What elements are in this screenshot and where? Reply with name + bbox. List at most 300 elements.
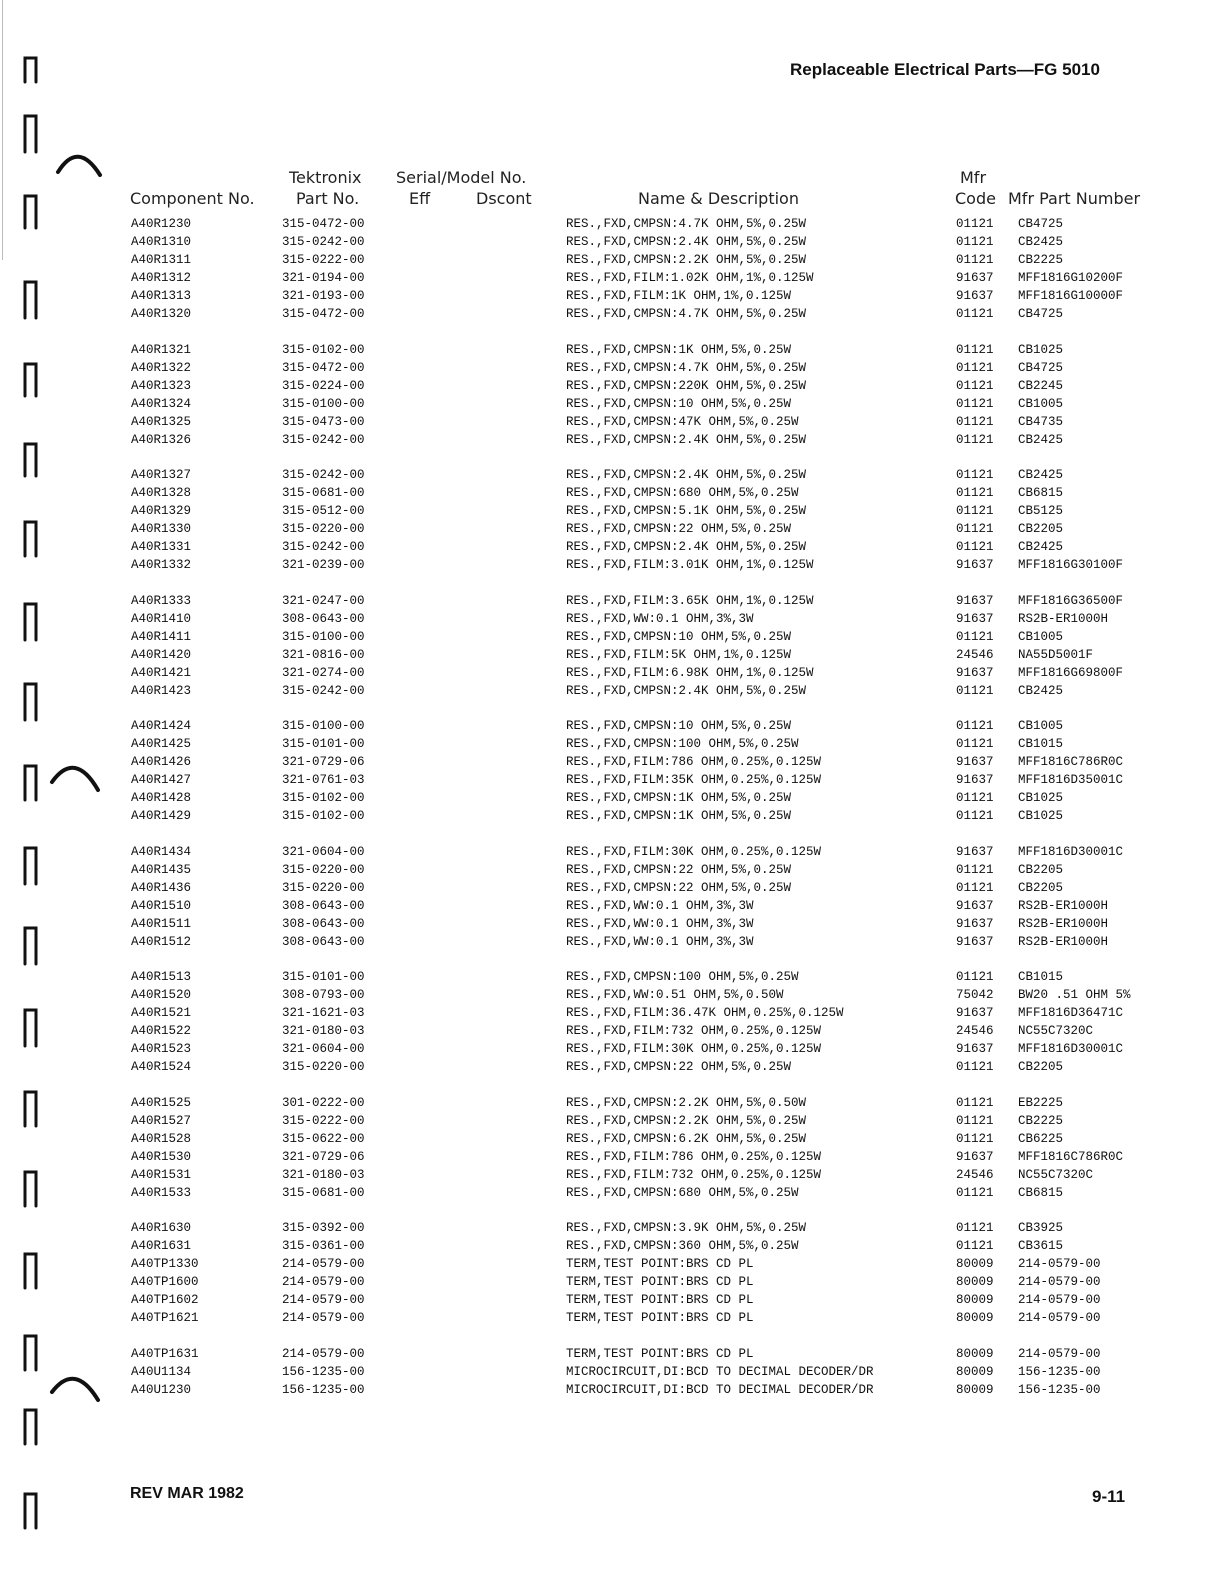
table-row (0, 1094, 1213, 1112)
mfr-part-number-cell: MFF1816D30001C (1018, 844, 1124, 859)
part-no-cell: 308-0643-00 (282, 898, 365, 913)
component-no-cell: A40R1427 (131, 773, 192, 787)
table-row (0, 1381, 1213, 1399)
table-row (0, 861, 1213, 879)
component-no-cell: A40R1429 (131, 809, 192, 823)
mfr-code-cell: 24546 (956, 1167, 994, 1182)
component-no-cell: A40R1328 (131, 486, 192, 500)
component-no-cell: A40R1326 (131, 432, 192, 447)
mfr-code-cell: 01121 (956, 468, 994, 482)
description-cell: RES.,FXD,CMPSN:10 OHM,5%,0.25W (566, 719, 792, 733)
table-row (0, 431, 1213, 449)
component-no-cell: A40R1510 (131, 898, 192, 913)
part-no-cell: 315-0102-00 (282, 791, 365, 805)
part-no-cell: 315-0220-00 (282, 1060, 365, 1074)
mfr-code-cell: 01121 (956, 540, 994, 554)
component-no-cell: A40TP1621 (131, 1311, 199, 1325)
part-no-cell: 315-0242-00 (282, 235, 365, 249)
component-no-cell: A40R1324 (131, 396, 192, 411)
part-no-cell: 321-0274-00 (282, 665, 365, 680)
part-no-cell: 156-1235-00 (282, 1364, 365, 1379)
mfr-code-cell: 01121 (956, 342, 994, 357)
mfr-code-cell: 91637 (956, 611, 994, 626)
part-no-cell: 315-0220-00 (282, 880, 365, 895)
table-row (0, 843, 1213, 861)
description-cell: RES.,FXD,FILM:35K OHM,0.25%,0.125W (566, 773, 822, 787)
column-header-code: Code (955, 189, 996, 208)
component-no-cell: A40R1531 (131, 1167, 192, 1182)
component-no-cell: A40R1321 (131, 342, 192, 357)
mfr-code-cell: 91637 (956, 773, 994, 787)
mfr-part-number-cell: CB2205 (1018, 880, 1064, 895)
mfr-part-number-cell: CB6225 (1018, 1131, 1064, 1146)
component-no-cell: A40R1428 (131, 791, 192, 805)
component-no-cell: A40R1230 (131, 217, 192, 231)
part-no-cell: 315-0242-00 (282, 540, 365, 554)
revision-date: REV MAR 1982 (130, 1485, 244, 1502)
mfr-code-cell: 01121 (956, 360, 994, 375)
part-no-cell: 308-0643-00 (282, 916, 365, 931)
mfr-code-cell: 01121 (956, 504, 994, 518)
component-no-cell: A40R1631 (131, 1239, 192, 1253)
table-row (0, 502, 1213, 520)
mfr-part-number-cell: RS2B-ER1000H (1018, 611, 1109, 626)
component-no-cell: A40R1521 (131, 1006, 192, 1020)
mfr-part-number-cell: CB1015 (1018, 737, 1064, 751)
mfr-part-number-cell: CB2205 (1018, 522, 1064, 536)
mfr-code-cell: 01121 (956, 414, 994, 429)
mfr-code-cell: 91637 (956, 271, 994, 285)
part-no-cell: 321-0239-00 (282, 558, 365, 572)
description-cell: RES.,FXD,CMPSN:2.4K OHM,5%,0.25W (566, 432, 807, 447)
table-row (0, 771, 1213, 789)
table-row (0, 682, 1213, 700)
mfr-part-number-cell: CB2225 (1018, 253, 1064, 267)
component-no-cell: A40R1331 (131, 540, 192, 554)
table-row (0, 359, 1213, 377)
table-row (0, 897, 1213, 915)
description-cell: RES.,FXD,CMPSN:22 OHM,5%,0.25W (566, 522, 792, 536)
component-no-cell: A40R1423 (131, 683, 192, 698)
mfr-part-number-cell: 156-1235-00 (1018, 1364, 1101, 1379)
mfr-part-number-cell: CB3615 (1018, 1239, 1064, 1253)
description-cell: RES.,FXD,CMPSN:5.1K OHM,5%,0.25W (566, 504, 807, 518)
mfr-part-number-cell: CB2205 (1018, 1060, 1064, 1074)
description-cell: RES.,FXD,CMPSN:2.2K OHM,5%,0.25W (566, 253, 807, 267)
mfr-part-number-cell: CB1005 (1018, 629, 1064, 644)
component-no-cell: A40TP1330 (131, 1257, 199, 1271)
table-row (0, 556, 1213, 574)
part-no-cell: 315-0681-00 (282, 486, 365, 500)
mfr-code-cell: 91637 (956, 898, 994, 913)
component-no-cell: A40R1630 (131, 1221, 192, 1235)
part-no-cell: 214-0579-00 (282, 1275, 365, 1289)
table-row (0, 484, 1213, 502)
table-row (0, 1219, 1213, 1237)
table-row (0, 466, 1213, 484)
mfr-code-cell: 75042 (956, 988, 994, 1002)
mfr-code-cell: 01121 (956, 629, 994, 644)
description-cell: RES.,FXD,CMPSN:360 OHM,5%,0.25W (566, 1239, 799, 1253)
part-no-cell: 315-0102-00 (282, 342, 365, 357)
mfr-code-cell: 01121 (956, 1060, 994, 1074)
mfr-code-cell: 91637 (956, 1042, 994, 1056)
mfr-part-number-cell: CB2425 (1018, 683, 1064, 698)
mfr-part-number-cell: CB2425 (1018, 235, 1064, 249)
description-cell: TERM,TEST POINT:BRS CD PL (566, 1275, 754, 1289)
description-cell: RES.,FXD,CMPSN:1K OHM,5%,0.25W (566, 809, 792, 823)
component-no-cell: A40R1420 (131, 647, 192, 662)
description-cell: RES.,FXD,WW:0.1 OHM,3%,3W (566, 934, 754, 949)
component-no-cell: A40U1230 (131, 1382, 192, 1397)
component-no-cell: A40R1332 (131, 558, 192, 572)
description-cell: RES.,FXD,CMPSN:4.7K OHM,5%,0.25W (566, 307, 807, 321)
description-cell: RES.,FXD,WW:0.1 OHM,3%,3W (566, 916, 754, 931)
component-no-cell: A40R1511 (131, 916, 192, 931)
part-no-cell: 315-0472-00 (282, 217, 365, 231)
description-cell: RES.,FXD,WW:0.1 OHM,3%,3W (566, 898, 754, 913)
table-row (0, 664, 1213, 682)
mfr-part-number-cell: MFF1816C786R0C (1018, 755, 1124, 769)
table-row (0, 968, 1213, 986)
component-no-cell: A40R1435 (131, 862, 192, 877)
mfr-part-number-cell: MFF1816D30001C (1018, 1042, 1124, 1056)
component-no-cell: A40R1327 (131, 468, 192, 482)
part-no-cell: 321-0729-06 (282, 755, 365, 769)
mfr-code-cell: 01121 (956, 737, 994, 751)
mfr-part-number-cell: CB4725 (1018, 217, 1064, 231)
part-no-cell: 321-0180-03 (282, 1167, 365, 1182)
mfr-part-number-cell: CB1025 (1018, 791, 1064, 805)
mfr-part-number-cell: CB2425 (1018, 432, 1064, 447)
part-no-cell: 315-0224-00 (282, 378, 365, 393)
mfr-part-number-cell: CB6815 (1018, 1185, 1064, 1200)
table-row (0, 233, 1213, 251)
component-no-cell: A40TP1600 (131, 1275, 199, 1289)
table-row (0, 1058, 1213, 1076)
part-no-cell: 315-0473-00 (282, 414, 365, 429)
column-header-mfr-part-number: Mfr Part Number (1008, 189, 1141, 208)
mfr-code-cell: 80009 (956, 1275, 994, 1289)
mfr-part-number-cell: CB6815 (1018, 486, 1064, 500)
mfr-code-cell: 80009 (956, 1311, 994, 1325)
table-row (0, 915, 1213, 933)
description-cell: TERM,TEST POINT:BRS CD PL (566, 1346, 754, 1361)
table-row (0, 287, 1213, 305)
part-no-cell: 315-0101-00 (282, 737, 365, 751)
mfr-code-cell: 01121 (956, 791, 994, 805)
part-no-cell: 321-0247-00 (282, 593, 365, 608)
table-row (0, 1273, 1213, 1291)
mfr-code-cell: 01121 (956, 1095, 994, 1110)
table-row (0, 1255, 1213, 1273)
mfr-part-number-cell: CB2205 (1018, 862, 1064, 877)
component-no-cell: A40R1329 (131, 504, 192, 518)
part-no-cell: 321-1621-03 (282, 1006, 365, 1020)
description-cell: TERM,TEST POINT:BRS CD PL (566, 1257, 754, 1271)
part-no-cell: 315-0472-00 (282, 360, 365, 375)
part-no-cell: 214-0579-00 (282, 1257, 365, 1271)
mfr-part-number-cell: 214-0579-00 (1018, 1346, 1101, 1361)
component-no-cell: A40R1310 (131, 235, 192, 249)
table-row (0, 413, 1213, 431)
part-no-cell: 315-0100-00 (282, 629, 365, 644)
mfr-code-cell: 01121 (956, 1131, 994, 1146)
description-cell: RES.,FXD,FILM:30K OHM,0.25%,0.125W (566, 1042, 822, 1056)
mfr-part-number-cell: BW20 .51 OHM 5% (1018, 988, 1131, 1002)
component-no-cell: A40R1425 (131, 737, 192, 751)
table-row (0, 377, 1213, 395)
mfr-code-cell: 80009 (956, 1257, 994, 1271)
table-row (0, 341, 1213, 359)
description-cell: MICROCIRCUIT,DI:BCD TO DECIMAL DECODER/DR (566, 1364, 874, 1379)
part-no-cell: 315-0472-00 (282, 307, 365, 321)
part-no-cell: 321-0180-03 (282, 1024, 365, 1038)
part-no-cell: 321-0193-00 (282, 289, 365, 303)
description-cell: RES.,FXD,WW:0.1 OHM,3%,3W (566, 611, 754, 626)
column-header-name-description: Name & Description (638, 189, 799, 208)
mfr-code-cell: 01121 (956, 1239, 994, 1253)
part-no-cell: 321-0761-03 (282, 773, 365, 787)
description-cell: RES.,FXD,CMPSN:10 OHM,5%,0.25W (566, 629, 792, 644)
mfr-code-cell: 91637 (956, 1149, 994, 1164)
part-no-cell: 315-0100-00 (282, 719, 365, 733)
description-cell: TERM,TEST POINT:BRS CD PL (566, 1293, 754, 1307)
mfr-code-cell: 01121 (956, 235, 994, 249)
component-no-cell: A40R1436 (131, 880, 192, 895)
table-row (0, 1166, 1213, 1184)
description-cell: RES.,FXD,CMPSN:100 OHM,5%,0.25W (566, 737, 799, 751)
description-cell: RES.,FXD,FILM:3.65K OHM,1%,0.125W (566, 593, 814, 608)
part-no-cell: 315-0512-00 (282, 504, 365, 518)
component-no-cell: A40R1530 (131, 1149, 192, 1164)
mfr-part-number-cell: RS2B-ER1000H (1018, 934, 1109, 949)
description-cell: RES.,FXD,FILM:5K OHM,1%,0.125W (566, 647, 792, 662)
column-header-dscont: Dscont (476, 189, 532, 208)
description-cell: RES.,FXD,CMPSN:100 OHM,5%,0.25W (566, 970, 799, 984)
table-row (0, 592, 1213, 610)
table-row (0, 628, 1213, 646)
mfr-part-number-cell: CB1025 (1018, 342, 1064, 357)
component-no-cell: A40R1513 (131, 970, 192, 984)
description-cell: RES.,FXD,FILM:6.98K OHM,1%,0.125W (566, 665, 814, 680)
component-no-cell: A40R1313 (131, 289, 192, 303)
component-no-cell: A40R1323 (131, 378, 192, 393)
description-cell: MICROCIRCUIT,DI:BCD TO DECIMAL DECODER/DR (566, 1382, 874, 1397)
mfr-code-cell: 01121 (956, 307, 994, 321)
component-no-cell: A40R1424 (131, 719, 192, 733)
table-row (0, 753, 1213, 771)
description-cell: RES.,FXD,CMPSN:22 OHM,5%,0.25W (566, 880, 792, 895)
description-cell: RES.,FXD,FILM:786 OHM,0.25%,0.125W (566, 755, 822, 769)
description-cell: RES.,FXD,CMPSN:2.4K OHM,5%,0.25W (566, 540, 807, 554)
component-no-cell: A40R1528 (131, 1131, 192, 1146)
description-cell: TERM,TEST POINT:BRS CD PL (566, 1311, 754, 1325)
mfr-code-cell: 80009 (956, 1382, 994, 1397)
table-row (0, 1363, 1213, 1381)
mfr-code-cell: 01121 (956, 522, 994, 536)
mfr-code-cell: 01121 (956, 217, 994, 231)
part-no-cell: 308-0643-00 (282, 934, 365, 949)
part-no-cell: 315-0100-00 (282, 396, 365, 411)
description-cell: RES.,FXD,CMPSN:22 OHM,5%,0.25W (566, 862, 792, 877)
mfr-code-cell: 80009 (956, 1364, 994, 1379)
component-no-cell: A40R1320 (131, 307, 192, 321)
part-no-cell: 315-0361-00 (282, 1239, 365, 1253)
mfr-code-cell: 91637 (956, 916, 994, 931)
table-row (0, 610, 1213, 628)
part-no-cell: 321-0729-06 (282, 1149, 365, 1164)
column-header-tektronix: Tektronix (289, 168, 362, 187)
mfr-code-cell: 01121 (956, 862, 994, 877)
description-cell: RES.,FXD,FILM:1.02K OHM,1%,0.125W (566, 271, 814, 285)
component-no-cell: A40R1512 (131, 934, 192, 949)
description-cell: RES.,FXD,FILM:1K OHM,1%,0.125W (566, 289, 792, 303)
mfr-part-number-cell: MFF1816G30100F (1018, 558, 1124, 572)
component-no-cell: A40R1520 (131, 988, 192, 1002)
description-cell: RES.,FXD,CMPSN:680 OHM,5%,0.25W (566, 486, 799, 500)
table-row (0, 1004, 1213, 1022)
description-cell: RES.,FXD,CMPSN:2.4K OHM,5%,0.25W (566, 235, 807, 249)
mfr-code-cell: 91637 (956, 665, 994, 680)
mfr-part-number-cell: CB4725 (1018, 307, 1064, 321)
mfr-code-cell: 01121 (956, 432, 994, 447)
part-no-cell: 315-0220-00 (282, 862, 365, 877)
mfr-code-cell: 24546 (956, 1024, 994, 1038)
table-row (0, 538, 1213, 556)
component-no-cell: A40TP1631 (131, 1346, 199, 1361)
part-no-cell: 301-0222-00 (282, 1095, 365, 1110)
component-no-cell: A40R1411 (131, 629, 192, 644)
mfr-code-cell: 01121 (956, 486, 994, 500)
table-row (0, 1291, 1213, 1309)
description-cell: RES.,FXD,WW:0.51 OHM,5%,0.50W (566, 988, 784, 1002)
table-row (0, 520, 1213, 538)
component-no-cell: A40R1421 (131, 665, 192, 680)
mfr-part-number-cell: CB1015 (1018, 970, 1064, 984)
mfr-code-cell: 91637 (956, 289, 994, 303)
table-row (0, 1309, 1213, 1327)
mfr-part-number-cell: MFF1816G69800F (1018, 665, 1124, 680)
mfr-part-number-cell: 214-0579-00 (1018, 1293, 1101, 1307)
part-no-cell: 321-0604-00 (282, 844, 365, 859)
mfr-code-cell: 01121 (956, 1185, 994, 1200)
mfr-part-number-cell: 214-0579-00 (1018, 1275, 1101, 1289)
mfr-part-number-cell: CB4735 (1018, 414, 1064, 429)
table-row (0, 789, 1213, 807)
mfr-part-number-cell: CB3925 (1018, 1221, 1064, 1235)
mfr-part-number-cell: CB2245 (1018, 378, 1064, 393)
part-no-cell: 315-0392-00 (282, 1221, 365, 1235)
mfr-code-cell: 91637 (956, 1006, 994, 1020)
description-cell: RES.,FXD,CMPSN:2.4K OHM,5%,0.25W (566, 468, 807, 482)
component-no-cell: A40R1410 (131, 611, 192, 626)
mfr-code-cell: 01121 (956, 1221, 994, 1235)
component-no-cell: A40R1434 (131, 844, 192, 859)
part-no-cell: 315-0242-00 (282, 683, 365, 698)
table-row (0, 646, 1213, 664)
table-row (0, 986, 1213, 1004)
table-row (0, 807, 1213, 825)
component-no-cell: A40R1325 (131, 414, 192, 429)
mfr-code-cell: 80009 (956, 1346, 994, 1361)
component-no-cell: A40R1522 (131, 1024, 192, 1038)
column-header-serial-model: Serial/Model No. (396, 168, 527, 187)
column-header-component-no: Component No. (130, 189, 255, 208)
description-cell: RES.,FXD,CMPSN:1K OHM,5%,0.25W (566, 342, 792, 357)
mfr-code-cell: 91637 (956, 558, 994, 572)
description-cell: RES.,FXD,CMPSN:2.4K OHM,5%,0.25W (566, 683, 807, 698)
component-no-cell: A40U1134 (131, 1364, 192, 1379)
mfr-code-cell: 91637 (956, 934, 994, 949)
mfr-code-cell: 01121 (956, 880, 994, 895)
part-no-cell: 315-0220-00 (282, 522, 365, 536)
description-cell: RES.,FXD,FILM:732 OHM,0.25%,0.125W (566, 1024, 822, 1038)
description-cell: RES.,FXD,CMPSN:4.7K OHM,5%,0.25W (566, 217, 807, 231)
table-row (0, 305, 1213, 323)
mfr-part-number-cell: MFF1816G36500F (1018, 593, 1124, 608)
table-row (0, 395, 1213, 413)
table-row (0, 215, 1213, 233)
component-no-cell: A40TP1602 (131, 1293, 199, 1307)
component-no-cell: A40R1333 (131, 593, 192, 608)
part-no-cell: 321-0194-00 (282, 271, 365, 285)
table-row (0, 933, 1213, 951)
component-no-cell: A40R1322 (131, 360, 192, 375)
table-row (0, 735, 1213, 753)
column-header-eff: Eff (409, 189, 431, 208)
component-no-cell: A40R1312 (131, 271, 192, 285)
mfr-part-number-cell: CB5125 (1018, 504, 1064, 518)
mfr-part-number-cell: MFF1816C786R0C (1018, 1149, 1124, 1164)
mfr-part-number-cell: CB2425 (1018, 468, 1064, 482)
column-header-part-no: Part No. (296, 189, 360, 208)
mfr-part-number-cell: MFF1816G10000F (1018, 289, 1124, 303)
mfr-part-number-cell: NA55D5001F (1018, 647, 1094, 662)
table-row (0, 1237, 1213, 1255)
mfr-part-number-cell: MFF1816D36471C (1018, 1006, 1124, 1020)
mfr-part-number-cell: NC55C7320C (1018, 1167, 1094, 1182)
component-no-cell: A40R1525 (131, 1095, 192, 1110)
mfr-part-number-cell: CB2225 (1018, 1113, 1064, 1128)
mfr-code-cell: 91637 (956, 844, 994, 859)
table-row (0, 879, 1213, 897)
mfr-part-number-cell: CB2425 (1018, 540, 1064, 554)
description-cell: RES.,FXD,CMPSN:220K OHM,5%,0.25W (566, 378, 807, 393)
table-row (0, 1022, 1213, 1040)
description-cell: RES.,FXD,CMPSN:4.7K OHM,5%,0.25W (566, 360, 807, 375)
description-cell: RES.,FXD,CMPSN:3.9K OHM,5%,0.25W (566, 1221, 807, 1235)
part-no-cell: 321-0816-00 (282, 647, 365, 662)
mfr-part-number-cell: 214-0579-00 (1018, 1257, 1101, 1271)
part-no-cell: 214-0579-00 (282, 1311, 365, 1325)
mfr-part-number-cell: EB2225 (1018, 1095, 1064, 1110)
description-cell: RES.,FXD,CMPSN:2.2K OHM,5%,0.50W (566, 1095, 807, 1110)
component-no-cell: A40R1311 (131, 253, 192, 267)
description-cell: RES.,FXD,FILM:36.47K OHM,0.25%,0.125W (566, 1006, 844, 1020)
table-row (0, 1112, 1213, 1130)
table-row (0, 1130, 1213, 1148)
part-no-cell: 315-0222-00 (282, 1113, 365, 1128)
mfr-code-cell: 01121 (956, 253, 994, 267)
table-row (0, 717, 1213, 735)
part-no-cell: 308-0643-00 (282, 611, 365, 626)
part-no-cell: 308-0793-00 (282, 988, 365, 1002)
component-no-cell: A40R1330 (131, 522, 192, 536)
mfr-part-number-cell: RS2B-ER1000H (1018, 916, 1109, 931)
component-no-cell: A40R1523 (131, 1042, 192, 1056)
description-cell: RES.,FXD,FILM:732 OHM,0.25%,0.125W (566, 1167, 822, 1182)
